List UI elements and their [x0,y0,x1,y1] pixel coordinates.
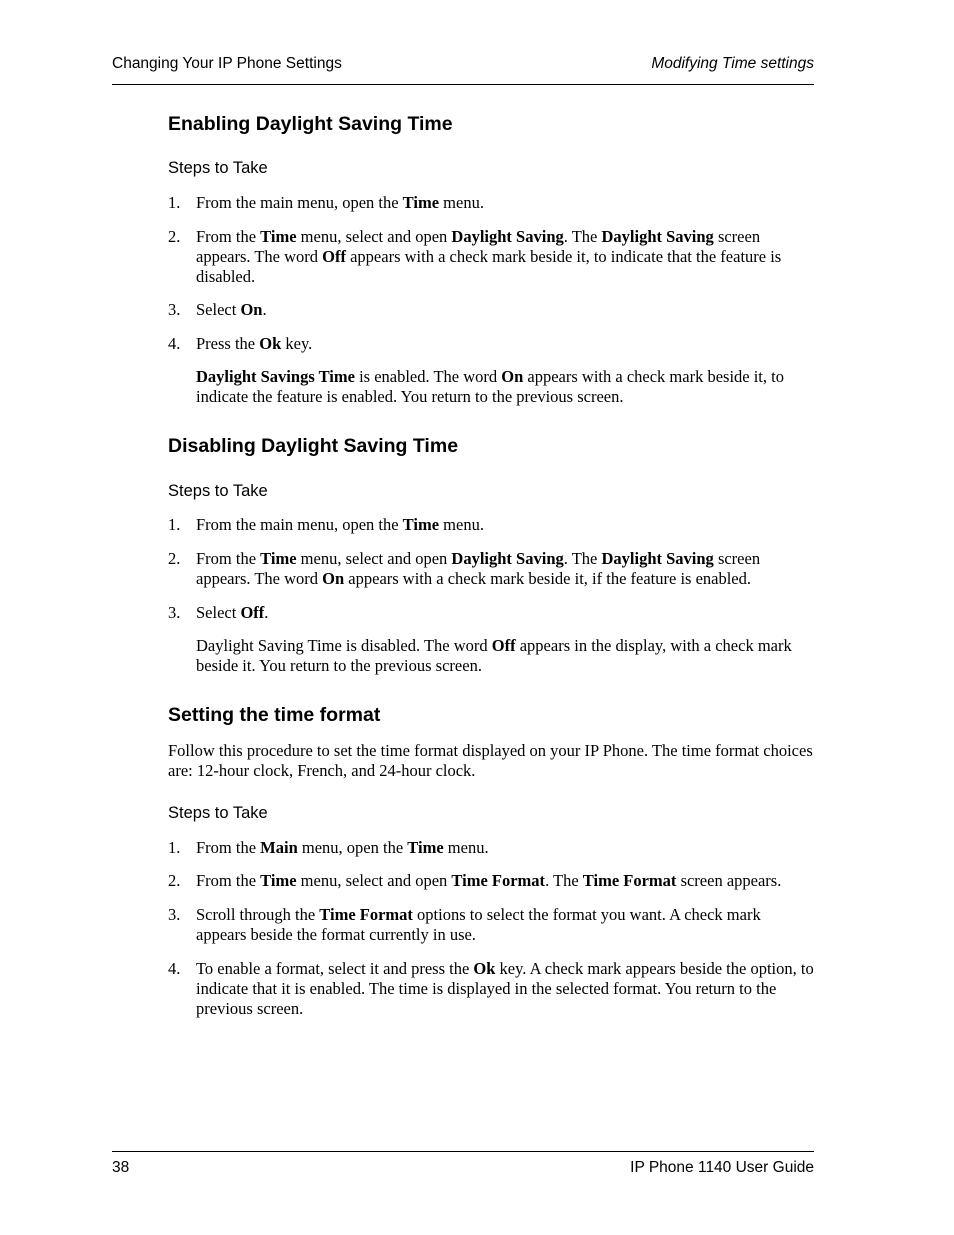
step-number: 3. [168,603,181,622]
step-item [168,871,814,891]
step-text: Select Off. [196,603,269,622]
step-number: 4. [168,959,181,978]
step-text: From the Time menu, select and open Daylight Saving. The Daylight Saving screen appears. The word On appears with a check mark beside it, if the feature is enabled. [196,549,761,588]
step-item [168,300,814,320]
step-text: Scroll through the Time Format options to select the format you want. A check mark appears beside the format currently in use. [196,905,761,944]
step-text: From the Main menu, open the Time menu. [196,838,489,857]
step-text: From the main menu, open the Time menu. [196,193,484,212]
section-heading-enable: Enabling Daylight Saving Time [168,113,453,135]
section-heading-format: Setting the time format [168,704,381,726]
step-number: 1. [168,515,181,534]
steps-label-format: Steps to Take [168,804,268,822]
step-number: 4. [168,334,181,353]
step-item [168,603,814,623]
step-number: 2. [168,227,181,246]
steps-label-disable: Steps to Take [168,482,268,500]
step-item [168,334,814,354]
step-item [168,905,814,945]
running-header-left: Changing Your IP Phone Settings [112,55,342,72]
section-intro-text: Follow this procedure to set the time format displayed on your IP Phone. The time format choices are: 12-hour clock, French, and 24-hour clock. [168,741,813,780]
step-result-text: Daylight Savings Time is enabled. The word On appears with a check mark beside it, to indicate the feature is enabled. You return to the previous screen. [196,367,784,406]
step-item [168,959,814,1019]
step-result-text: Daylight Saving Time is disabled. The word Off appears in the display, with a check mark beside it. You return to the previous screen. [196,636,792,675]
page-number: 38 [112,1159,130,1176]
step-text: Select On. [196,300,267,319]
header-rule [112,84,814,85]
step-number: 1. [168,193,181,212]
section-heading-disable: Disabling Daylight Saving Time [168,435,459,457]
step-number: 3. [168,300,181,319]
running-header-right: Modifying Time settings [651,55,814,72]
step-number: 2. [168,549,181,568]
step-item [168,515,814,535]
step-item [168,227,814,287]
step-item [168,549,814,589]
step-number: 2. [168,871,181,890]
footer-guide-title: IP Phone 1140 User Guide [630,1159,814,1176]
footer-rule [112,1151,814,1152]
step-item [168,838,814,858]
step-item [168,193,814,213]
step-text: From the main menu, open the Time menu. [196,515,484,534]
step-text: From the Time menu, select and open Daylight Saving. The Daylight Saving screen appears. The word Off appears with a check mark beside it, to indicate that the feature is disabled. [196,227,782,286]
step-text: Press the Ok key. [196,334,313,353]
step-number: 1. [168,838,181,857]
step-text: To enable a format, select it and press the Ok key. A check mark appears beside the option, to indicate that it is enabled. The time is displayed in the selected format. You return to the previous screen. [196,959,814,1018]
step-text: From the Time menu, select and open Time Format. The Time Format screen appears. [196,871,782,890]
steps-label-enable: Steps to Take [168,159,268,177]
step-number: 3. [168,905,181,924]
